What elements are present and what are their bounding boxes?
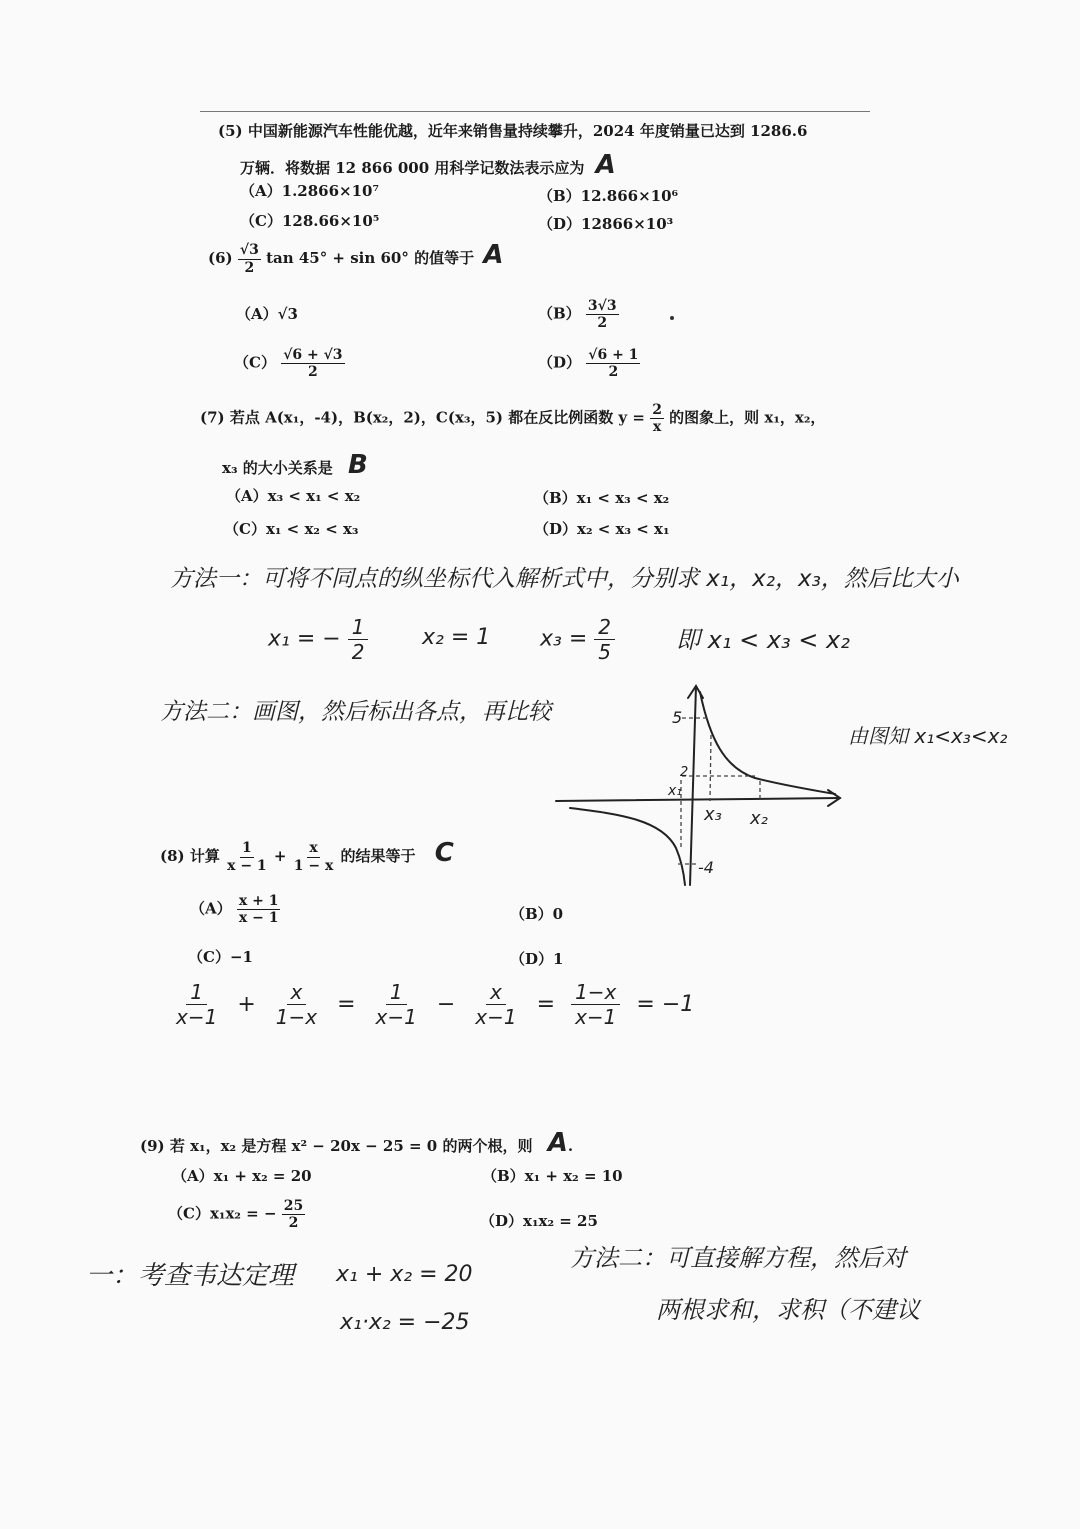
q7-x3-frac [594,615,615,664]
q5-option-a: （A）1.2866×10⁷ [240,182,380,200]
q7-conclusion2: 由图知 x₁<x₃<x₂ [848,724,1008,748]
q8-w-t5-den: x−1 [575,1005,617,1029]
q6-label: (6) [208,249,233,267]
top-divider [200,111,870,112]
q9-c-den: 2 [288,1215,299,1232]
q9-c-frac [282,1198,305,1231]
q7-frac-num: 2 [652,402,662,418]
q6-c-den: 2 [308,364,318,381]
q6-c-label: （C） [234,353,276,372]
sketch-label-x3: x₃ [704,804,722,825]
sketch-label-y5: 5 [672,708,683,727]
sketch-label-x1: x₁ [668,783,682,799]
q5-answer: A [595,150,616,180]
q9-product: x₁·x₂ = −25 [340,1310,470,1335]
q7-x1-pre: x₁ = − [268,626,341,652]
q7-method2-note: 方法二：画图，然后标出各点，再比较 [160,699,551,725]
q5-option-d: （D）12866×10³ [538,215,674,233]
q9-answer: A [547,1128,568,1158]
q8-w-t2 [272,980,321,1029]
q9-option-c [168,1198,305,1231]
q7-option-a: （A）x₃ < x₁ < x₂ [226,487,361,505]
q7-line1-post: 的图象上，则 x₁，x₂， [669,408,826,427]
q6-d-label: （D） [538,353,582,372]
sketch-y-axis [690,686,696,885]
q6-b-label: （B） [538,304,581,323]
q9-method2-line2: 两根求和，求积（不建议 [656,1296,920,1324]
q7-answer: B [347,450,368,480]
q8-w-result: = −1 [636,992,695,1017]
q6-option-b [538,298,619,331]
q8-w-t4-num: x [486,980,506,1005]
q8-w-eq2: = [536,992,556,1017]
q6-b-frac [586,298,619,331]
q6-option-a [236,303,298,324]
q6-a-label: （A） [236,305,278,323]
q8-w-t3 [372,980,421,1029]
q8-f1-den: x − 1 [227,857,267,874]
q6-option-d [538,347,640,380]
q9-option-a: （A）x₁ + x₂ = 20 [172,1167,312,1185]
q7-fraction [650,402,664,435]
q5-option-c: （C）128.66×10⁵ [240,212,380,230]
q7-x3-pre: x₃ = [540,626,588,652]
q8-frac1 [225,840,269,873]
q6-c-num: √6 + √3 [283,347,343,363]
q6-b-num: 3√3 [587,298,617,314]
q8-option-b: （B）0 [510,905,564,923]
q6-a-value: √3 [277,305,298,323]
sketch-label-x2: x₂ [750,808,768,829]
q7-line2: x₃ 的大小关系是 [222,459,333,477]
q7-line1-pre: (7) 若点 A(x₁，-4)，B(x₂，2)，C(x₃，5) 都在反比例函数 y = [200,408,645,427]
q7-x3-work [540,615,615,664]
q8-w-t3-den: x−1 [375,1005,417,1029]
q8-w-t1-den: x−1 [176,1005,218,1029]
q8-label: (8) 计算 [160,847,220,865]
q8-post: 的结果等于 [340,847,416,865]
sketch-branch-q3 [570,808,685,885]
q6-frac-den: 2 [244,259,255,276]
q5-line1: (5) 中国新能源汽车性能优越，近年来销售量持续攀升，2024 年度销量已达到 1286.6 [218,122,808,140]
q8-w-t2-num: x [287,980,307,1005]
q8-a-label: （A） [190,899,232,918]
q6-b-den: 2 [597,315,608,332]
q9-method2-line1: 方法二：可直接解方程，然后对 [570,1244,906,1272]
q7-x3-den: 5 [598,640,611,664]
q8-w-eq1: = [337,992,356,1017]
q6-answer: A [483,240,504,270]
q8-f2-den: 1 − x [293,857,334,874]
q8-plus: + [273,847,287,865]
q8-w-t5-num: 1−x [571,980,620,1005]
q8-stem [160,838,454,874]
q7-x1-den: 2 [351,640,365,664]
q6-frac-num: √3 [239,242,259,259]
q8-f1-num: 1 [242,840,252,857]
q7-frac-den: x [652,419,662,436]
sketch-branch-q1 [700,692,835,794]
q7-stem-line2 [222,450,368,480]
q8-w-t5 [571,980,620,1029]
q6-c-frac [281,347,344,380]
q7-x1-num: 1 [348,615,369,640]
stray-dot [670,316,674,320]
q8-w-t4 [471,980,520,1029]
q7-x2-work: x₂ = 1 [422,625,491,650]
q9-line: (9) 若 x₁，x₂ 是方程 x² − 20x − 25 = 0 的两个根，则 [140,1137,533,1155]
q7-conclusion1: 即 x₁ < x₃ < x₂ [676,626,850,654]
q5-line2-text: 万辆．将数据 12 866 000 用科学记数法表示应为 [240,159,585,177]
q5-line2 [240,150,616,180]
q7-option-d: （D）x₂ < x₃ < x₁ [534,520,670,538]
q7-stem-line1 [200,402,825,435]
q8-a-frac [237,893,281,926]
sketch-guide-x3 [710,735,711,801]
q6-option-c [234,347,345,380]
q8-f2-num: x [309,840,318,857]
q7-x1-frac [348,615,369,664]
sketch-label-y2: 2 [680,765,689,780]
q8-w-op1: + [237,992,256,1017]
q8-w-t1 [172,980,221,1029]
q6-d-frac [586,347,640,380]
q6-d-num: √6 + 1 [588,347,639,363]
q8-a-num: x + 1 [238,893,279,909]
q8-frac2 [292,840,336,873]
q6-d-den: 2 [608,364,619,381]
q6-expr: tan 45° + sin 60° 的值等于 [266,249,475,267]
q6-fraction [238,242,261,275]
q8-handwritten-work [172,980,694,1029]
q8-a-den: x − 1 [238,910,279,927]
q8-w-t3-num: 1 [386,980,407,1005]
q5-option-b: （B）12.866×10⁶ [538,187,679,205]
q8-answer: C [434,838,454,868]
q9-option-b: （B）x₁ + x₂ = 10 [482,1167,623,1185]
q8-w-t2-den: 1−x [275,1005,318,1029]
q8-w-op2: − [436,992,456,1017]
q9-c-num: 25 [283,1198,304,1214]
q7-option-b: （B）x₁ < x₃ < x₂ [534,489,670,507]
q7-option-c: （C）x₁ < x₂ < x₃ [224,520,359,538]
q9-c-label: （C）x₁x₂ = − [168,1204,277,1223]
q9-stem [140,1128,573,1158]
q8-option-d: （D）1 [510,950,564,968]
q8-option-a [190,893,280,926]
q7-x3-num: 2 [594,615,615,640]
q9-note1: 一：考查韦达定理 [86,1261,295,1291]
q8-w-t1-num: 1 [186,980,207,1005]
q8-w-t4-den: x−1 [475,1005,517,1029]
sketch-label-yneg4: -4 [698,858,714,877]
q9-option-d: （D）x₁x₂ = 25 [480,1212,598,1230]
q8-option-c: （C）−1 [188,948,253,966]
q7-x1-work [268,615,368,664]
q9-sum: x₁ + x₂ = 20 [336,1262,473,1287]
q9-tail: . [567,1137,574,1155]
sketch-x-axis [556,798,840,801]
q7-method1-note: 方法一：可将不同点的纵坐标代入解析式中，分别求 x₁，x₂，x₃，然后比大小 [170,566,959,592]
q7-hyperbola-sketch [550,680,850,890]
q6-stem [208,240,503,276]
